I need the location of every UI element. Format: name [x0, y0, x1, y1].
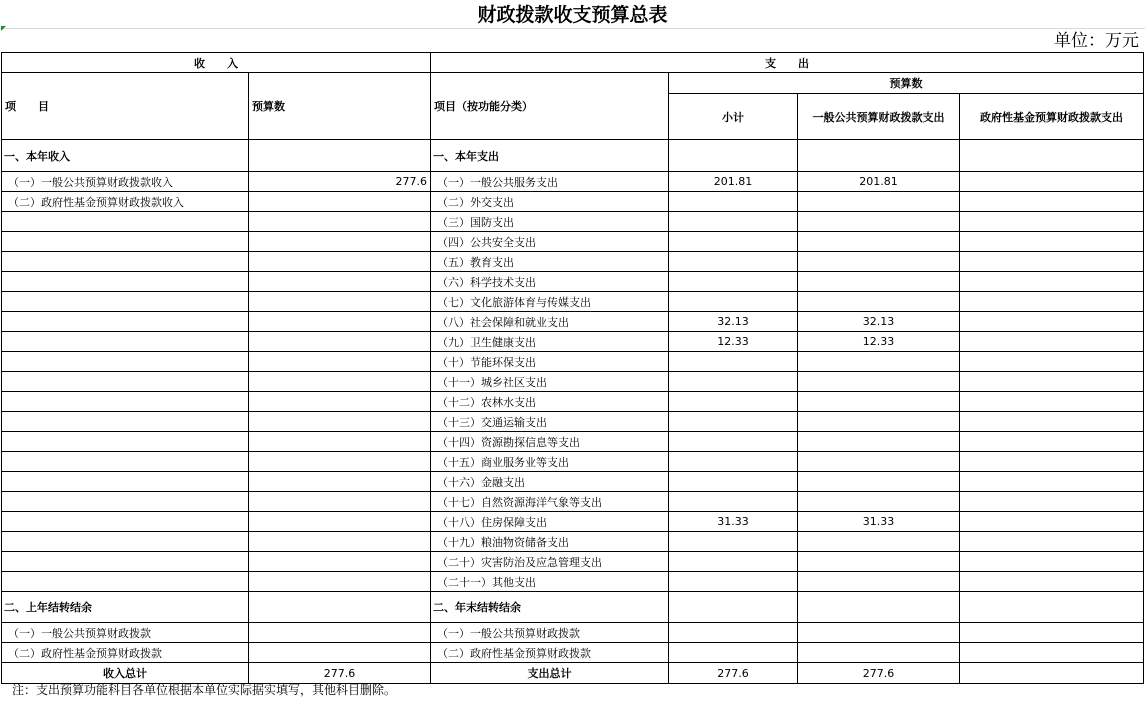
table-row [2, 392, 1144, 412]
income-item-cell [2, 552, 249, 572]
expense-total-subtotal: 277.6 [669, 663, 798, 684]
budget-group-header: 预算数 [669, 73, 1144, 94]
expense-subtotal-cell [669, 232, 798, 252]
expense-total-fund [960, 663, 1144, 684]
income-item-cell [2, 332, 249, 352]
expense-item-cell: （十一）城乡社区支出 [431, 372, 669, 392]
income-item-cell: 二、上年结转结余 [2, 592, 249, 623]
expense-general-cell [798, 272, 960, 292]
income-budget-cell [249, 140, 431, 172]
table-row [2, 332, 1144, 352]
expense-fund-cell [960, 192, 1144, 212]
table-row [2, 192, 1144, 212]
income-budget-cell [249, 623, 431, 643]
expense-item-cell: （二十）灾害防治及应急管理支出 [431, 552, 669, 572]
expense-fund-cell [960, 452, 1144, 472]
expense-subtotal-cell [669, 140, 798, 172]
income-total-value: 277.6 [249, 663, 431, 684]
table-row [2, 572, 1144, 592]
expense-subtotal-cell [669, 252, 798, 272]
expense-item-cell: （一）一般公共服务支出 [431, 172, 669, 192]
expense-item-cell: （十六）金融支出 [431, 472, 669, 492]
expense-subtotal-cell [669, 472, 798, 492]
income-item-cell [2, 312, 249, 332]
income-budget-cell [249, 552, 431, 572]
income-item-cell: （二）政府性基金预算财政拨款 [2, 643, 249, 663]
income-budget-cell [249, 412, 431, 432]
budget-table [1, 52, 1144, 684]
expense-fund-cell [960, 352, 1144, 372]
expense-item-cell: （十八）住房保障支出 [431, 512, 669, 532]
income-item-cell [2, 232, 249, 252]
income-budget-cell [249, 372, 431, 392]
expense-item-cell: （八）社会保障和就业支出 [431, 312, 669, 332]
expense-item-cell: （六）科学技术支出 [431, 272, 669, 292]
income-budget-cell [249, 643, 431, 663]
income-item-cell [2, 532, 249, 552]
income-item-cell [2, 572, 249, 592]
expense-fund-cell [960, 212, 1144, 232]
expense-total-general: 277.6 [798, 663, 960, 684]
income-item-cell [2, 392, 249, 412]
expense-fund-cell [960, 392, 1144, 412]
expense-general-cell [798, 592, 960, 623]
income-item-cell [2, 252, 249, 272]
page-title: 财政拨款收支预算总表 [477, 4, 668, 26]
expense-fund-cell [960, 592, 1144, 623]
table-row [2, 623, 1144, 643]
table-row [2, 643, 1144, 663]
expense-general-cell [798, 252, 960, 272]
income-budget-cell [249, 292, 431, 312]
expense-subtotal-cell [669, 552, 798, 572]
table-row [2, 352, 1144, 372]
income-item-cell [2, 412, 249, 432]
expense-general-cell [798, 212, 960, 232]
title-divider [0, 28, 1145, 29]
income-header: 收 入 [2, 53, 431, 73]
income-item-cell [2, 372, 249, 392]
expense-item-cell: （一）一般公共预算财政拨款 [431, 623, 669, 643]
expense-subtotal-cell [669, 192, 798, 212]
income-budget-cell [249, 312, 431, 332]
expense-subtotal-cell [669, 572, 798, 592]
table-row [2, 292, 1144, 312]
expense-fund-cell [960, 252, 1144, 272]
table-row [2, 172, 1144, 192]
expense-fund-cell [960, 492, 1144, 512]
income-item-cell [2, 212, 249, 232]
expense-general-cell [798, 140, 960, 172]
expense-subtotal-cell: 32.13 [669, 312, 798, 332]
expense-item-cell: （二十一）其他支出 [431, 572, 669, 592]
expense-fund-cell [960, 432, 1144, 452]
expense-item-cell: 二、年末结转结余 [431, 592, 669, 623]
expense-item-cell: （十五）商业服务业等支出 [431, 452, 669, 472]
table-row [2, 492, 1144, 512]
income-budget-cell [249, 232, 431, 252]
expense-general-cell [798, 552, 960, 572]
expense-fund-cell [960, 623, 1144, 643]
table-row [2, 212, 1144, 232]
expense-general-cell [798, 532, 960, 552]
footnote: 注：支出预算功能科目各单位根据本单位实际据实填写，其他科目删除。 [12, 683, 397, 697]
income-budget-cell [249, 332, 431, 352]
income-budget-cell [249, 432, 431, 452]
income-budget-cell [249, 512, 431, 532]
expense-item-cell: （十七）自然资源海洋气象等支出 [431, 492, 669, 512]
expense-fund-cell [960, 312, 1144, 332]
expense-fund-cell [960, 552, 1144, 572]
expense-general-cell: 32.13 [798, 312, 960, 332]
expense-general-cell [798, 372, 960, 392]
expense-subtotal-cell [669, 643, 798, 663]
expense-subtotal-cell [669, 392, 798, 412]
expense-item-cell: （二）外交支出 [431, 192, 669, 212]
expense-fund-cell [960, 643, 1144, 663]
expense-general-cell [798, 623, 960, 643]
table-row [2, 232, 1144, 252]
unit-label: 单位：万元 [1054, 31, 1139, 51]
table-row [2, 592, 1144, 623]
expense-fund-cell [960, 292, 1144, 312]
expense-item-cell: （十三）交通运输支出 [431, 412, 669, 432]
expense-general-cell [798, 412, 960, 432]
income-item-cell: （一）一般公共预算财政拨款收入 [2, 172, 249, 192]
income-budget-cell [249, 192, 431, 212]
expense-subtotal-cell [669, 412, 798, 432]
table-row [2, 272, 1144, 292]
expense-subtotal-cell [669, 492, 798, 512]
income-item-cell [2, 272, 249, 292]
expense-item-cell: （四）公共安全支出 [431, 232, 669, 252]
income-item-cell [2, 292, 249, 312]
expense-subtotal-cell [669, 292, 798, 312]
income-item-cell: （二）政府性基金预算财政拨款收入 [2, 192, 249, 212]
expense-subtotal-cell: 31.33 [669, 512, 798, 532]
income-item-cell [2, 352, 249, 372]
expense-fund-cell [960, 512, 1144, 532]
table-row [2, 532, 1144, 552]
expense-fund-cell [960, 172, 1144, 192]
table-row [2, 372, 1144, 392]
income-item-cell: 一、本年收入 [2, 140, 249, 172]
expense-item-cell: （三）国防支出 [431, 212, 669, 232]
expense-fund-cell [960, 332, 1144, 352]
income-total-label: 收入总计 [2, 663, 249, 684]
expense-subtotal-cell [669, 372, 798, 392]
expense-subtotal-cell [669, 432, 798, 452]
cell-indicator-icon [1, 26, 6, 31]
expense-general-cell: 31.33 [798, 512, 960, 532]
income-budget-cell [249, 592, 431, 623]
income-item-cell [2, 452, 249, 472]
expense-subtotal-cell [669, 452, 798, 472]
expense-general-cell [798, 392, 960, 412]
table-row [2, 312, 1144, 332]
income-budget-cell [249, 272, 431, 292]
expense-general-cell [798, 452, 960, 472]
expense-total-label: 支出总计 [431, 663, 669, 684]
expense-general-cell [798, 572, 960, 592]
income-item-cell [2, 512, 249, 532]
expense-item-cell: （二）政府性基金预算财政拨款 [431, 643, 669, 663]
expense-general-cell: 201.81 [798, 172, 960, 192]
income-item-cell [2, 432, 249, 452]
income-budget-cell [249, 392, 431, 412]
income-budget-cell: 277.6 [249, 172, 431, 192]
income-item-cell [2, 492, 249, 512]
table-body [2, 140, 1144, 663]
expense-general-cell [798, 432, 960, 452]
income-budget-cell [249, 252, 431, 272]
expense-subtotal-cell [669, 212, 798, 232]
table-row [2, 432, 1144, 452]
budget-header: 预算数 [249, 73, 431, 140]
fund-budget-header: 政府性基金预算财政拨款支出 [960, 94, 1144, 140]
expense-fund-cell [960, 412, 1144, 432]
expense-general-cell [798, 492, 960, 512]
expense-header: 支 出 [431, 53, 1144, 73]
expense-subtotal-cell [669, 623, 798, 643]
expense-subtotal-cell [669, 352, 798, 372]
expense-item-cell: （十）节能环保支出 [431, 352, 669, 372]
item-func-header: 项目（按功能分类） [431, 73, 669, 140]
income-budget-cell [249, 212, 431, 232]
income-item-cell: （一）一般公共预算财政拨款 [2, 623, 249, 643]
expense-fund-cell [960, 372, 1144, 392]
expense-general-cell [798, 192, 960, 212]
expense-fund-cell [960, 232, 1144, 252]
general-budget-header: 一般公共预算财政拨款支出 [798, 94, 960, 140]
expense-fund-cell [960, 140, 1144, 172]
expense-subtotal-cell [669, 272, 798, 292]
expense-fund-cell [960, 572, 1144, 592]
income-budget-cell [249, 572, 431, 592]
income-budget-cell [249, 492, 431, 512]
subtotal-header: 小计 [669, 94, 798, 140]
expense-general-cell [798, 292, 960, 312]
expense-item-cell: （十二）农林水支出 [431, 392, 669, 412]
table-row [2, 452, 1144, 472]
income-budget-cell [249, 452, 431, 472]
expense-fund-cell [960, 272, 1144, 292]
table-row [2, 252, 1144, 272]
income-budget-cell [249, 532, 431, 552]
income-budget-cell [249, 472, 431, 492]
expense-general-cell: 12.33 [798, 332, 960, 352]
table-row [2, 472, 1144, 492]
expense-general-cell [798, 352, 960, 372]
expense-item-cell: （五）教育支出 [431, 252, 669, 272]
expense-subtotal-cell: 12.33 [669, 332, 798, 352]
expense-subtotal-cell [669, 592, 798, 623]
table-row [2, 140, 1144, 172]
expense-item-cell: （七）文化旅游体育与传媒支出 [431, 292, 669, 312]
expense-fund-cell [960, 532, 1144, 552]
table-row [2, 512, 1144, 532]
expense-item-cell: （十九）粮油物资储备支出 [431, 532, 669, 552]
expense-subtotal-cell: 201.81 [669, 172, 798, 192]
expense-item-cell: （九）卫生健康支出 [431, 332, 669, 352]
table-row [2, 552, 1144, 572]
expense-item-cell: （十四）资源勘探信息等支出 [431, 432, 669, 452]
expense-general-cell [798, 472, 960, 492]
expense-fund-cell [960, 472, 1144, 492]
expense-general-cell [798, 232, 960, 252]
income-budget-cell [249, 352, 431, 372]
item-header: 项 目 [2, 73, 249, 140]
income-item-cell [2, 472, 249, 492]
expense-item-cell: 一、本年支出 [431, 140, 669, 172]
expense-subtotal-cell [669, 532, 798, 552]
table-row [2, 412, 1144, 432]
expense-general-cell [798, 643, 960, 663]
